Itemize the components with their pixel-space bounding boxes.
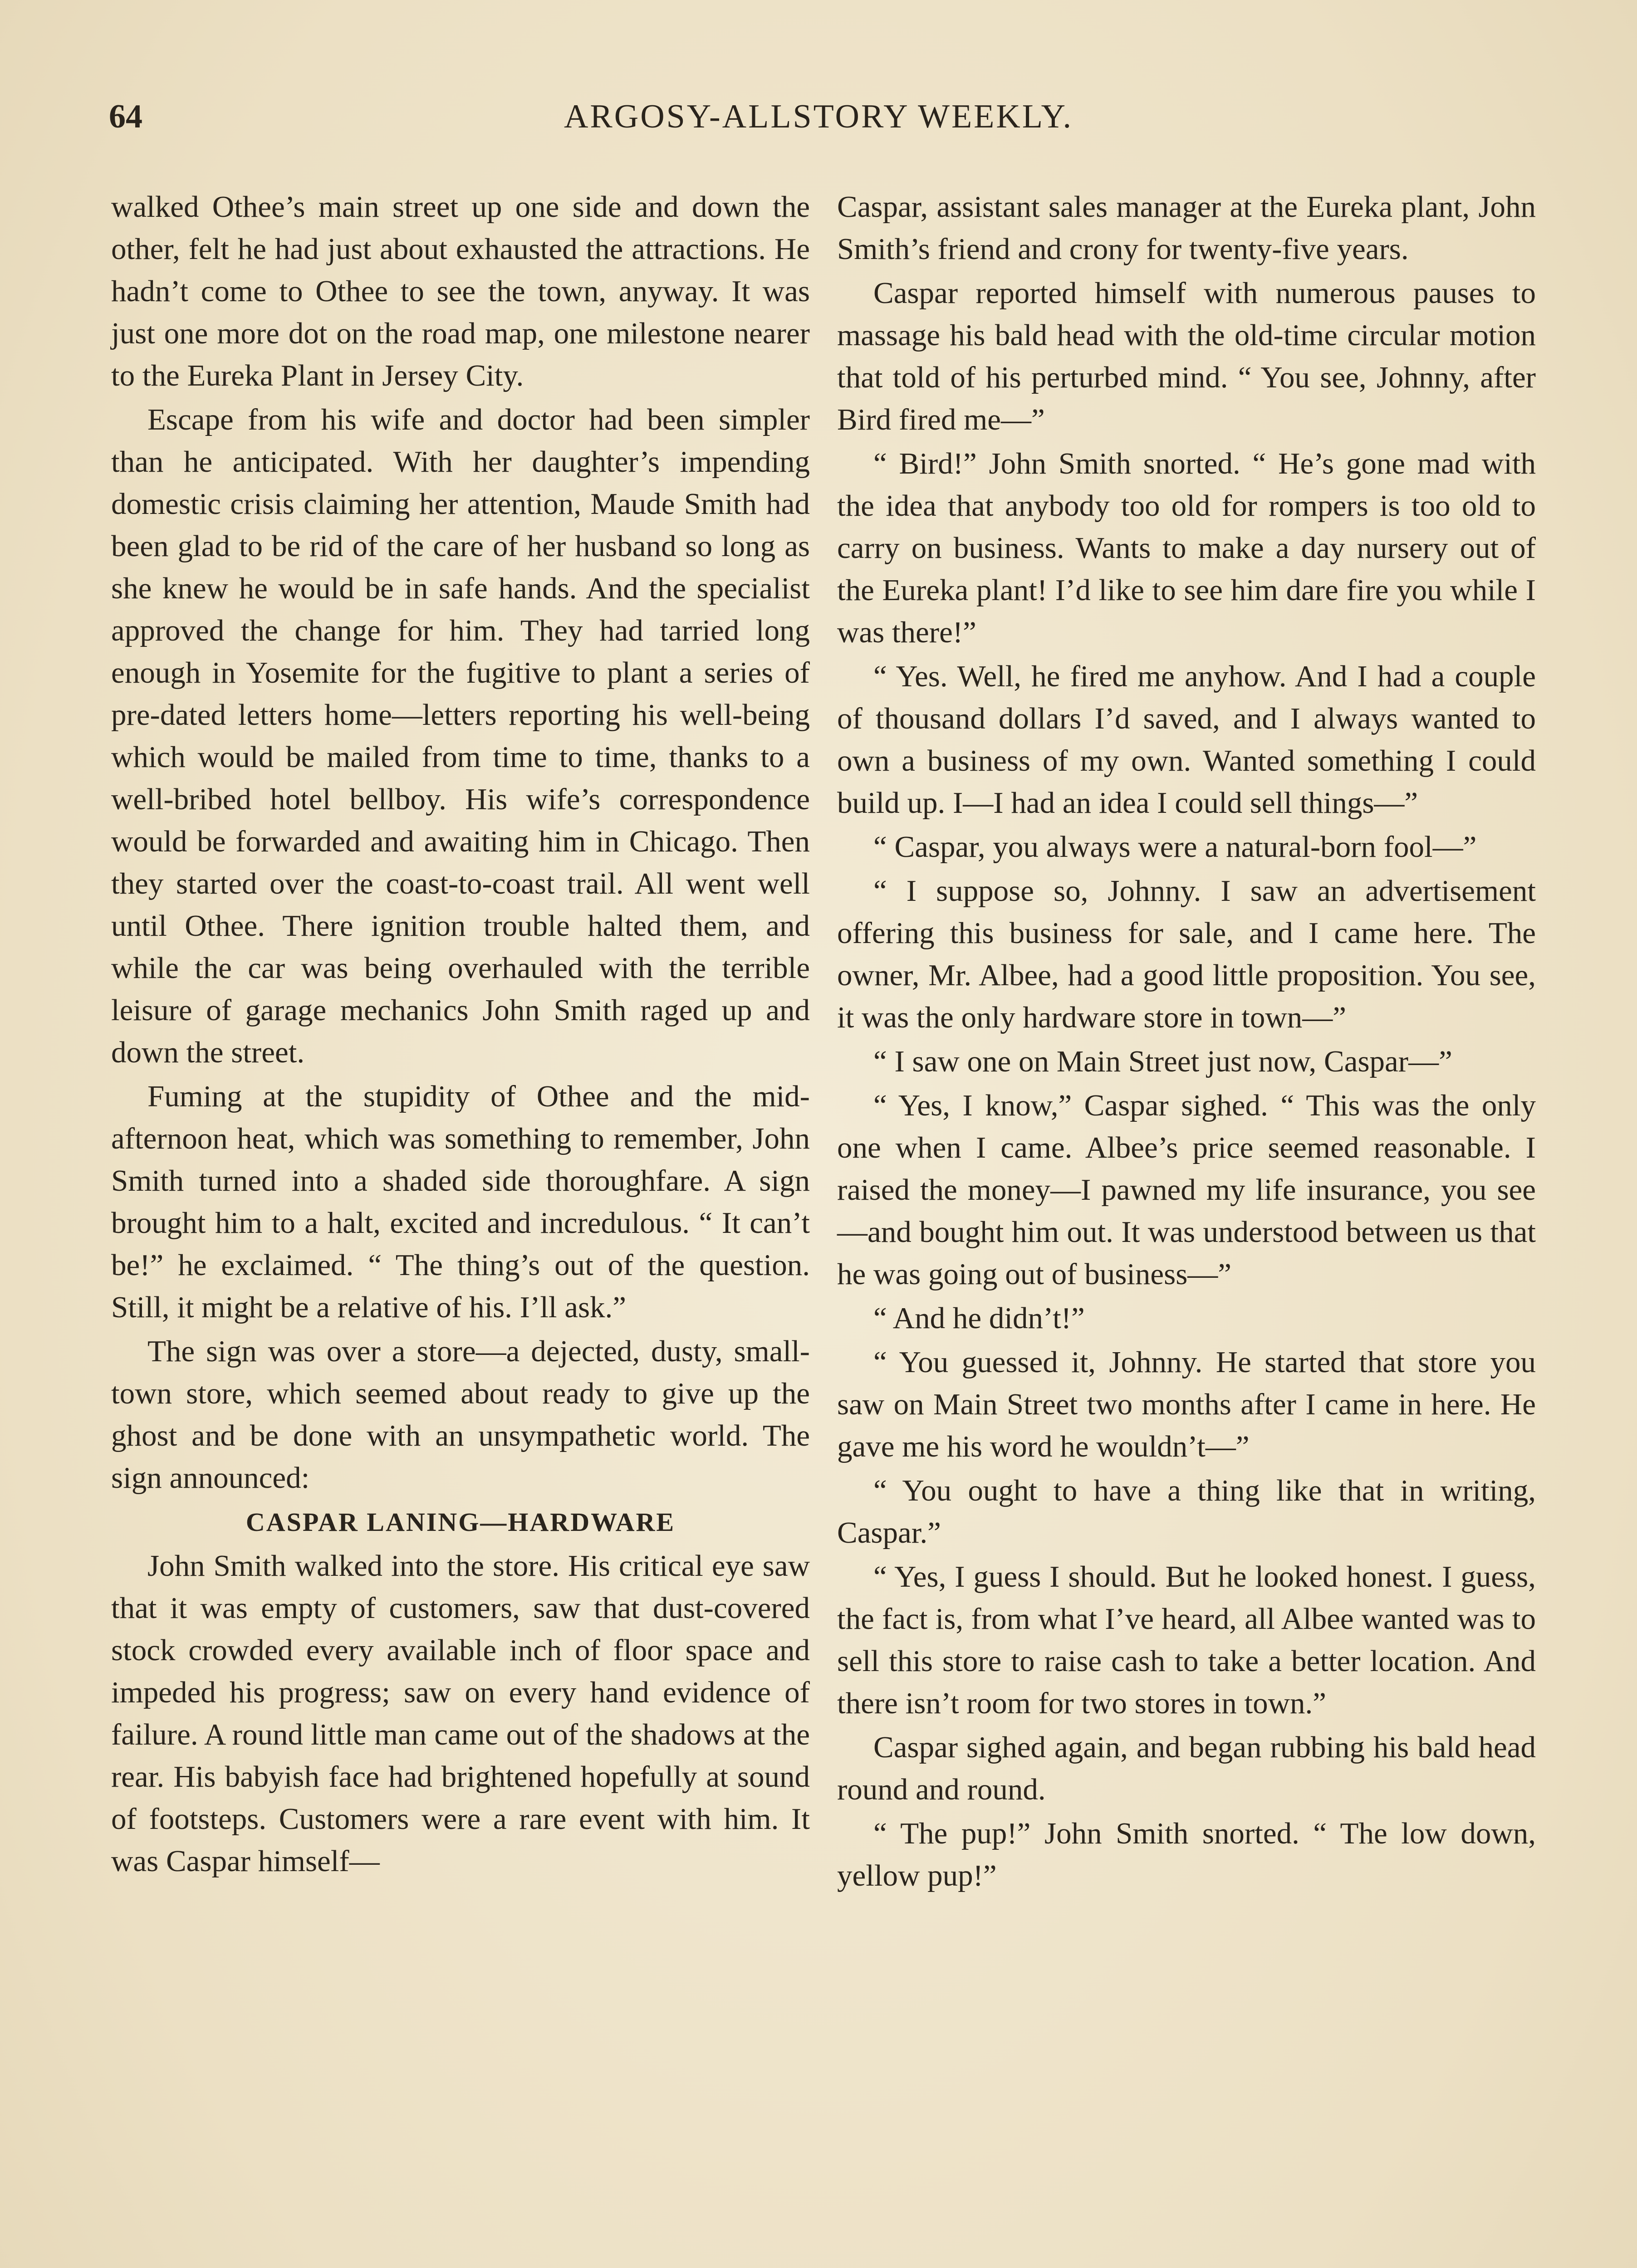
page-number: 64 bbox=[109, 98, 142, 135]
paragraph: “ You guessed it, Johnny. He started that store you saw on Main Street two months after I came in here. He gave me his word he wouldn’t—” bbox=[837, 1345, 1536, 1463]
paragraph: “ Yes. Well, he fired me anyhow. And I had a couple of thousand dollars I’d saved, and I always wanted to own a business of my own. Wanted something I could build up. I—I had an idea I could sell things—” bbox=[837, 660, 1536, 820]
paragraph: “ You ought to have a thing like that in writing, Caspar.” bbox=[837, 1474, 1536, 1549]
paragraph: John Smith walked into the store. His critical eye saw that it was empty of customers, saw that dust-covered stock crowded every available inch of floor space and impeded his progress; saw on every hand evidence of failure. A round little man came out of the shadows at the rear. His babyish face had brightened hopefully at sound of footsteps. Customers were a rare event with him. It was Caspar himself— bbox=[111, 1549, 810, 1878]
paragraph: walked Othee’s main street up one side and down the other, felt he had just about exhausted the attractions. He hadn’t come to Othee to see the town, anyway. It was just one more dot on the road map, one milestone nearer to the Eureka Plant in Jersey City. bbox=[111, 190, 810, 392]
store-sign-heading: CASPAR LANING—HARDWARE bbox=[245, 1507, 676, 1537]
paragraph: “ I saw one on Main Street just now, Caspar—” bbox=[873, 1045, 1452, 1078]
paragraph: Caspar reported himself with numerous pauses to massage his bald head with the old-time circular motion that told of his perturbed mind. “ You see, Johnny, after Bird fired me—” bbox=[837, 276, 1536, 436]
paragraph: Fuming at the stupidity of Othee and the mid-afternoon heat, which was something to remember, John Smith turned into a shaded side thoroughfare. A sign brought him to a halt, excited and incredulous. “ It can’t be!” he exclaimed. “ The thing’s out of the question. Still, it might be a relative of his. I’ll ask.” bbox=[111, 1080, 810, 1324]
paragraph: The sign was over a store—a dejected, dusty, small-town store, which seemed about ready to give up the ghost and be done with an unsympathetic world. The sign announced: bbox=[111, 1334, 810, 1495]
paragraph: “ Bird!” John Smith snorted. “ He’s gone mad with the idea that anybody too old for rompers is too old to carry on business. Wants to make a day nursery out of the Eureka plant! I’d like to see him dare fire you while I was there!” bbox=[837, 447, 1536, 649]
running-title: ARGOSY-ALLSTORY WEEKLY. bbox=[564, 98, 1073, 135]
paragraph: “ And he didn’t!” bbox=[873, 1301, 1085, 1335]
paragraph: “ Yes, I know,” Caspar sighed. “ This was the only one when I came. Albee’s price seemed reasonable. I raised the money—I pawned my life insurance, you see—and bought him out. It was understood between us that he was going out of business—” bbox=[837, 1089, 1536, 1291]
right-column bbox=[837, 186, 1536, 1899]
paragraph: Escape from his wife and doctor had been simpler than he anticipated. With her daughter’s impending domestic crisis claiming her attention, Maude Smith had been glad to be rid of the care of her husband so long as she knew he would be in safe hands. And the specialist approved the change for him. They had tarried long enough in Yosemite for the fugitive to plant a series of pre-dated letters home—letters reporting his well-being which would be mailed from time to time, thanks to a well-bribed hotel bellboy. His wife’s correspondence would be forwarded and awaiting him in Chicago. Then they started over the coast-to-coast trail. All went well until Othee. There ignition trouble halted them, and while the car was being overhauled with the terrible leisure of garage mechanics John Smith raged up and down the street. bbox=[111, 403, 810, 1069]
paragraph: “ Caspar, you always were a natural-born fool—” bbox=[873, 830, 1477, 864]
left-column bbox=[111, 186, 810, 1884]
paragraph: “ Yes, I guess I should. But he looked honest. I guess, the fact is, from what I’ve heard, all Albee wanted was to sell this store to raise cash to take a better location. And there isn’t room for two stores in town.” bbox=[837, 1560, 1536, 1720]
paragraph: Caspar sighed again, and began rubbing his bald head round and round. bbox=[837, 1730, 1536, 1806]
paragraph: “ I suppose so, Johnny. I saw an advertisement offering this business for sale, and I came here. The owner, Mr. Albee, had a good little proposition. You see, it was the only hardware store in town—” bbox=[837, 874, 1536, 1034]
paragraph: “ The pup!” John Smith snorted. “ The low down, yellow pup!” bbox=[837, 1817, 1536, 1892]
paragraph: Caspar, assistant sales manager at the Eureka plant, John Smith’s friend and crony for twenty-five years. bbox=[837, 190, 1536, 266]
